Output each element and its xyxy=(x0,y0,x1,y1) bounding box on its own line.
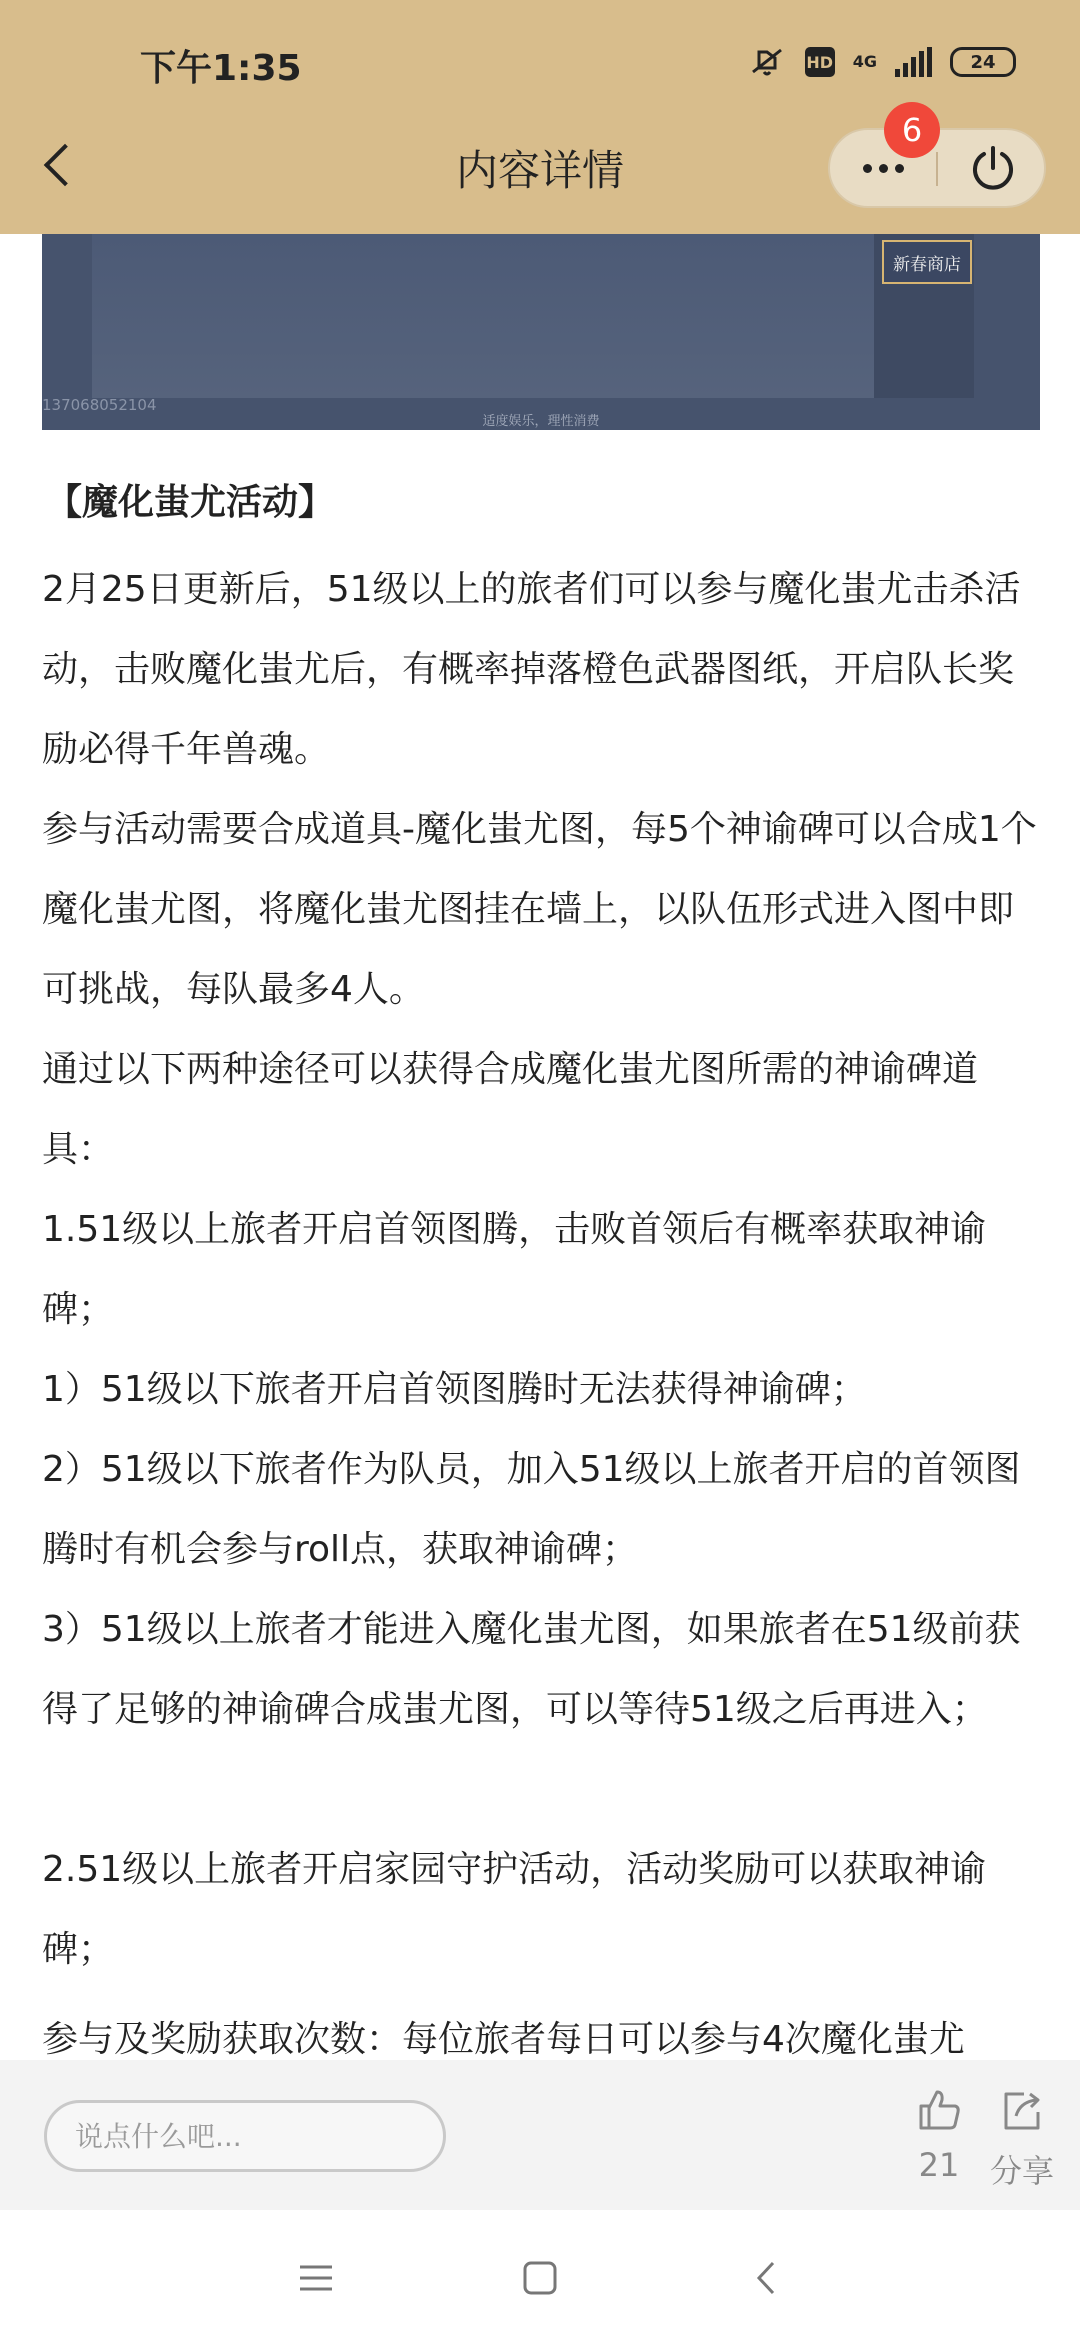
hd-icon: HD xyxy=(805,47,835,77)
article-banner-image xyxy=(42,234,1040,430)
battery-level: 24 xyxy=(970,51,996,73)
power-icon xyxy=(967,142,1019,194)
article-paragraph: 1.51级以上旅者开启首领图腾，击败首领后有概率获取神谕碑； xyxy=(42,1209,987,1330)
article-paragraph: 2月25日更新后，51级以上的旅者们可以参与魔化蚩尤击杀活动，击败魔化蚩尤后，有概率掉落橙色武器图纸，开启队长奖励必得千年兽魂。 xyxy=(42,569,1021,770)
home-icon xyxy=(522,2260,558,2296)
article-paragraph: 2.51级以上旅者开启家园守护活动，活动奖励可以获取神谕碑； xyxy=(42,1849,987,1970)
article-paragraph: 参与活动需要合成道具-魔化蚩尤图，每5个神谕碑可以合成1个魔化蚩尤图，将魔化蚩尤图挂在墙上，以队伍形式进入图中即可挑战，每队最多4人。 xyxy=(42,809,1037,1010)
banner-panel xyxy=(92,234,922,398)
like-count: 21 xyxy=(918,2146,960,2184)
more-dots-icon xyxy=(895,164,904,173)
status-icons xyxy=(747,40,1016,84)
nav-back-button[interactable] xyxy=(736,2248,796,2308)
share-icon xyxy=(998,2086,1046,2134)
article-paragraph: 通过以下两种途径可以获得合成魔化蚩尤图所需的神谕碑道具： xyxy=(42,1049,979,1170)
store-button: 新春商店 xyxy=(882,240,972,284)
battery-icon xyxy=(950,47,1016,77)
comment-input[interactable] xyxy=(44,2100,446,2172)
menu-icon xyxy=(298,2263,334,2293)
comment-bar xyxy=(0,2060,1080,2210)
banner-note: 适度娱乐，理性消费 xyxy=(482,414,600,429)
thumbs-up-icon xyxy=(915,2086,963,2134)
menu-button[interactable] xyxy=(286,2248,346,2308)
more-dots-icon xyxy=(863,164,872,173)
share-label: 分享 xyxy=(989,2152,1054,2190)
page-title: 内容详情 xyxy=(455,146,624,195)
network-type: 4G xyxy=(852,52,877,71)
article-title: 【魔化蚩尤活动】 xyxy=(46,482,335,523)
banner-user-id: 137068052104 xyxy=(42,396,157,414)
home-button[interactable] xyxy=(510,2248,570,2308)
more-dots-icon xyxy=(879,164,888,173)
notification-badge: 6 xyxy=(884,102,940,158)
signal-icon xyxy=(895,47,932,77)
nav-back-icon xyxy=(751,2260,781,2296)
header-bar xyxy=(0,0,1080,234)
close-button[interactable] xyxy=(940,130,1046,206)
article-paragraph: 3）51级以上旅者才能进入魔化蚩尤图，如果旅者在51级前获得了足够的神谕碑合成蚩尤图，可以等待51级之后再进入； xyxy=(42,1609,1021,1730)
mute-vibrate-icon xyxy=(747,44,787,80)
article-paragraph: 2）51级以下旅者作为队员，加入51级以上旅者开启的首领图腾时有机会参与roll点，获取神谕碑； xyxy=(42,1449,1021,1570)
article-paragraph: 参与及奖励获取次数：每位旅者每日可以参与4次魔化蚩尤 xyxy=(42,2019,965,2060)
share-button[interactable] xyxy=(974,2086,1070,2192)
like-button[interactable] xyxy=(904,2086,974,2184)
article-paragraph: 1）51级以下旅者开启首领图腾时无法获得神谕碑； xyxy=(42,1369,867,1410)
status-time: 下午1:35 xyxy=(140,48,302,89)
system-nav-bar xyxy=(0,2210,1080,2340)
article-body xyxy=(42,430,1042,2060)
capsule-divider xyxy=(936,152,938,186)
